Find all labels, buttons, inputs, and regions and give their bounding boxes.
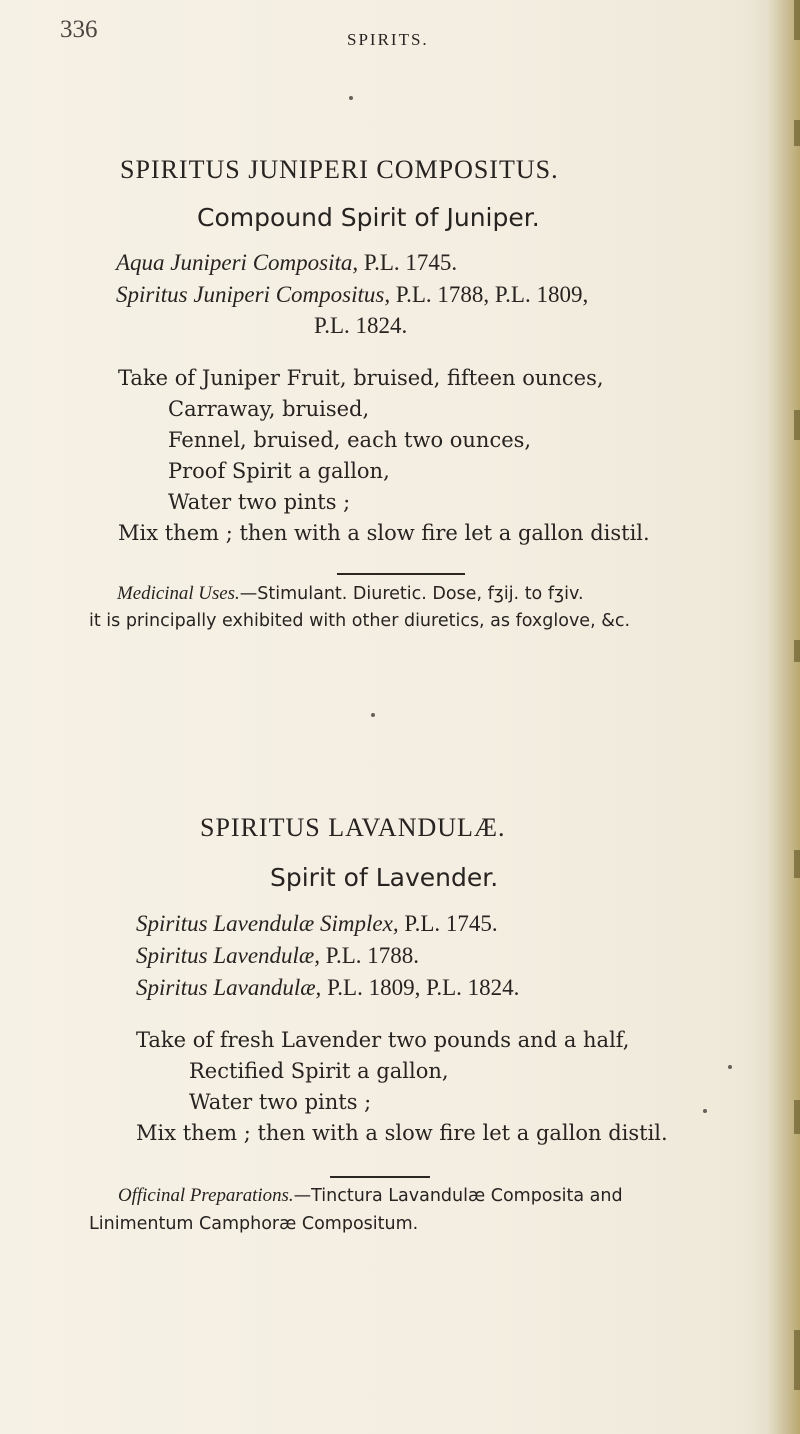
recipe-line: Mix them ; then with a slow fire let a gallon distil. [136,1121,668,1145]
medicinal-uses-label: Medicinal Uses. [117,583,240,604]
section-subtitle: Spirit of Lavender. [270,863,499,892]
officinal-preparations-label: Officinal Preparations. [118,1185,294,1206]
section-divider [330,1176,430,1178]
edge-stain [794,0,800,40]
synonym-continuation: P.L. 1824. [314,313,408,338]
ink-speck [349,96,353,100]
recipe-line: Mix them ; then with a slow fire let a gallon distil. [118,521,650,545]
recipe-line: Fennel, bruised, each two ounces, [168,428,532,452]
page-number: 336 [60,16,98,43]
synonym-name: Aqua Juniperi Composita, [116,250,359,275]
synonym-name: Spiritus Lavandulæ, [136,975,322,1000]
synonym-refs: P.L. 1809, P.L. 1824. [321,975,520,1000]
edge-stain [794,1330,800,1390]
officinal-preparations-text: —Tinctura Lavandulæ Composita and [293,1186,623,1206]
ink-speck [728,1065,732,1069]
synonym-line [116,282,588,308]
synonym-refs: P.L. 1788. [320,943,420,968]
officinal-preparations-continuation: Linimentum Camphoræ Compositum. [89,1214,419,1234]
edge-stain [794,1100,800,1134]
medicinal-uses-continuation: it is principally exhibited with other diuretics, as foxglove, &c. [89,611,631,631]
synonym-name: Spiritus Juniperi Compositus, [116,282,391,307]
recipe-line: Take of fresh Lavender two pounds and a half, [136,1028,630,1052]
edge-stain [794,850,800,878]
recipe-line: Rectified Spirit a gallon, [189,1059,449,1083]
medicinal-uses-text: —Stimulant. Diuretic. Dose, fʒij. to fʒiv. [239,584,584,604]
synonym-line [136,975,519,1001]
recipe-line: Water two pints ; [168,490,351,514]
edge-stain [794,410,800,440]
edge-stain [794,120,800,146]
recipe-line: Carraway, bruised, [168,397,370,421]
binding-edge [754,0,800,1434]
synonym-line [136,943,419,969]
running-title: SPIRITS. [347,30,429,49]
ink-speck [371,713,375,717]
synonym-line [116,250,457,276]
synonym-line [136,911,498,937]
synonym-refs: P.L. 1745. [398,911,498,936]
synonym-refs: P.L. 1788, P.L. 1809, [390,282,589,307]
edge-stain [794,640,800,662]
section-subtitle: Compound Spirit of Juniper. [197,203,540,232]
section-title: SPIRITUS JUNIPERI COMPOSITUS. [120,155,559,184]
ink-speck [703,1109,707,1113]
section-divider [337,573,465,575]
officinal-preparations [118,1185,623,1207]
medicinal-uses [117,583,584,605]
recipe-line: Water two pints ; [189,1090,372,1114]
synonym-name: Spiritus Lavendulæ, [136,943,321,968]
recipe-line: Take of Juniper Fruit, bruised, fifteen ounces, [118,366,604,390]
synonym-name: Spiritus Lavendulæ Simplex, [136,911,399,936]
synonym-refs: P.L. 1745. [358,250,458,275]
section-title: SPIRITUS LAVANDULÆ. [200,813,506,842]
recipe-line: Proof Spirit a gallon, [168,459,390,483]
